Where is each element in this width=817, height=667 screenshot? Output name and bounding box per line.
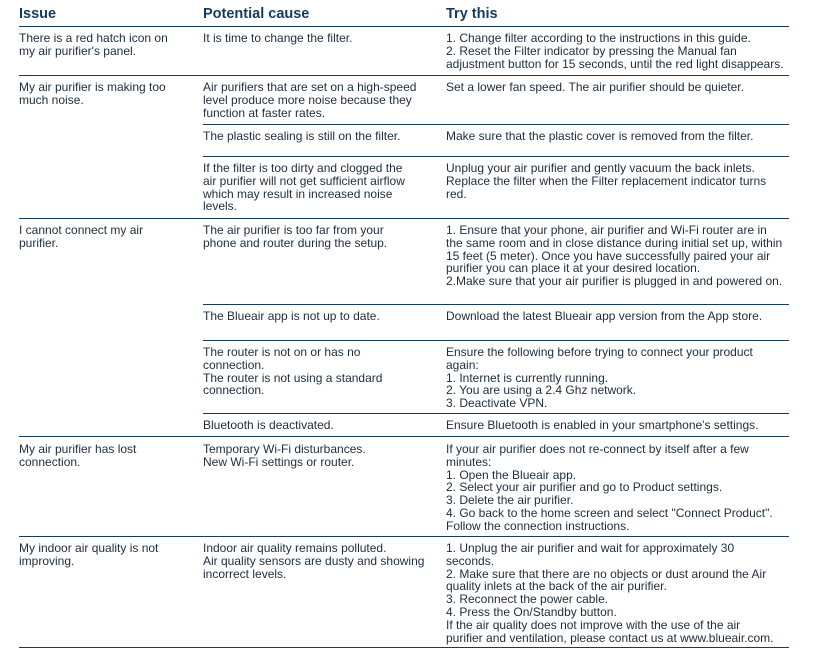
column-header-potential-cause: Potential cause xyxy=(203,6,310,22)
row-divider xyxy=(19,436,789,437)
column-header-issue: Issue xyxy=(19,6,57,22)
issue-cell: I cannot connect my air purifier. xyxy=(19,223,144,250)
cause-cell: The router is not on or has no connection. The router is not using a standard connection. xyxy=(203,345,383,398)
try-this-cell: Ensure Bluetooth is enabled in your smartphone's settings. xyxy=(446,418,759,432)
cause-cell: If the filter is too dirty and clogged the air purifier will not get sufficient airflow which may result in increased noise levels. xyxy=(203,161,405,214)
try-this-cell: Unplug your air purifier and gently vacuum the back inlets. Replace the filter when the Filter replacement indicator turns red. xyxy=(446,161,767,201)
try-this-cell: Make sure that the plastic cover is removed from the filter. xyxy=(446,129,754,143)
cause-cell: The Blueair app is not up to date. xyxy=(203,309,380,323)
try-this-cell: If your air purifier does not re-connect by itself after a few minutes: 1. Open the Blueair app. 2. Select your air purifier and go to Product settings. 3. Delete the air purifier. 4. Go back to the home screen and select "Connect Product". Follow the connection instructions. xyxy=(446,442,773,533)
try-this-cell: Ensure the following before trying to connect your product again: 1. Internet is currently running. 2. You are using a 2.4 Ghz network. 3. Deactivate VPN. xyxy=(446,345,753,411)
issue-cell: My air purifier has lost connection. xyxy=(19,442,137,469)
cause-cell: The plastic sealing is still on the filter. xyxy=(203,129,401,143)
try-this-cell: Download the latest Blueair app version from the App store. xyxy=(446,309,763,323)
sub-row-divider xyxy=(203,156,789,157)
cause-cell: It is time to change the filter. xyxy=(203,31,353,45)
cause-cell: Indoor air quality remains polluted. Air quality sensors are dusty and showing incorrect levels. xyxy=(203,541,425,581)
row-divider xyxy=(19,536,789,537)
header-divider xyxy=(19,26,789,27)
issue-cell: My air purifier is making too much noise. xyxy=(19,80,166,107)
sub-row-divider xyxy=(203,413,789,414)
try-this-cell: 1. Unplug the air purifier and wait for approximately 30 seconds. 2. Make sure that there are no objects or dust around the Air quality inlets at the back of the air purifier. 3. Reconnect the power cable. 4. Press the On/Standby button. If the air quality does not improve with the use of the air purifier and ventilation, please contact us at www.blueair.com. xyxy=(446,541,774,645)
issue-cell: My indoor air quality is not improving. xyxy=(19,541,159,568)
row-divider xyxy=(19,75,789,76)
try-this-cell: 1. Change filter according to the instructions in this guide. 2. Reset the Filter indicator by pressing the Manual fan adjustment button for 15 seconds, until the red light disappears. xyxy=(446,31,784,71)
sub-row-divider xyxy=(203,304,789,305)
cause-cell: The air purifier is too far from your phone and router during the setup. xyxy=(203,223,388,250)
row-divider xyxy=(19,218,789,219)
issue-cell: There is a red hatch icon on my air purifier's panel. xyxy=(19,31,168,58)
column-header-try-this: Try this xyxy=(446,6,498,22)
cause-cell: Temporary Wi-Fi disturbances. New Wi-Fi settings or router. xyxy=(203,442,366,469)
cause-cell: Air purifiers that are set on a high-speed level produce more noise because they function at faster rates. xyxy=(203,80,417,120)
cause-cell: Bluetooth is deactivated. xyxy=(203,418,334,432)
try-this-cell: Set a lower fan speed. The air purifier should be quieter. xyxy=(446,80,744,94)
table-bottom-rule xyxy=(19,647,789,648)
sub-row-divider xyxy=(203,124,789,125)
try-this-cell: 1. Ensure that your phone, air purifier and Wi-Fi router are in the same room and in close distance during initial set up, within 15 feet (5 meter). Once you have successfully paired your air purifier you can place it at your desired location. 2.Make sure that your air purifier is plugged in and powered on. xyxy=(446,223,783,289)
sub-row-divider xyxy=(203,340,789,341)
